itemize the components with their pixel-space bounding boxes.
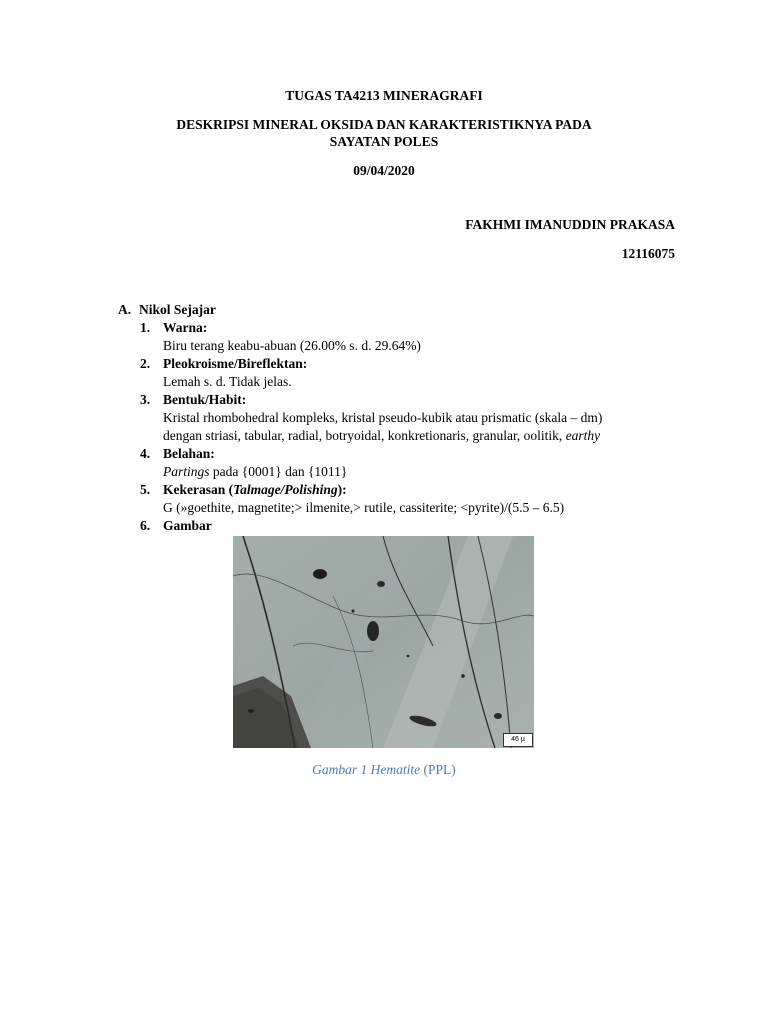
- section-title: Nikol Sejajar: [139, 302, 216, 317]
- bentuk-line2-text: dengan striasi, tabular, radial, botryoidal, konkretionaris, granular, oolitik,: [163, 428, 566, 443]
- figure-caption: [0, 762, 768, 778]
- document-title-line2: SAYATAN POLES: [329, 134, 439, 149]
- item-label-bentuk: Bentuk/Habit:: [163, 392, 247, 407]
- section-letter: A.: [118, 302, 132, 317]
- kekerasan-label-text: Kekerasan (: [163, 482, 234, 497]
- item-label-warna: Warna:: [163, 320, 208, 335]
- dark-pit: [407, 655, 410, 658]
- course-title: TUGAS TA4213 MINERAGRAFI: [285, 88, 483, 103]
- caption-italic: Gambar 1 Hematite: [312, 762, 421, 777]
- item-number: 5.: [140, 482, 151, 497]
- item-number: 6.: [140, 518, 151, 533]
- student-id: 12116075: [621, 246, 675, 261]
- item-number: 2.: [140, 356, 151, 371]
- belahan-italic: Partings: [163, 464, 210, 479]
- item-number: 3.: [140, 392, 151, 407]
- dark-pit: [494, 713, 502, 719]
- item-value-pleokroisme: Lemah s. d. Tidak jelas.: [163, 374, 292, 389]
- item-label-belahan: Belahan:: [163, 446, 215, 461]
- item-number: 1.: [140, 320, 151, 335]
- dark-pit: [352, 610, 355, 613]
- dark-pit: [248, 709, 254, 713]
- item-label-kekerasan: [163, 482, 347, 498]
- hematite-micrograph: [233, 536, 534, 748]
- belahan-text: pada {0001} dan {1011}: [209, 464, 348, 479]
- item-value-belahan: [163, 464, 347, 480]
- item-label-pleokroisme: Pleokroisme/Bireflektan:: [163, 356, 308, 371]
- item-value-bentuk-line2: [163, 428, 600, 444]
- dark-pit: [313, 569, 327, 579]
- document-date: 09/04/2020: [353, 163, 415, 178]
- item-value-bentuk-line1: Kristal rhombohedral kompleks, kristal pseudo-kubik atau prismatic (skala – dm): [163, 410, 603, 425]
- author-name: FAKHMI IMANUDDIN PRAKASA: [465, 217, 675, 232]
- item-value-kekerasan: G (»goethite, magnetite;> ilmenite,> rutile, cassiterite; <pyrite)/(5.5 – 6.5): [163, 500, 565, 515]
- kekerasan-label-end: ):: [337, 482, 347, 497]
- item-value-warna: Biru terang keabu-abuan (26.00% s. d. 29.64%): [163, 338, 421, 353]
- caption-plain: (PPL): [420, 762, 456, 777]
- dark-pit: [461, 674, 465, 678]
- dark-pit: [377, 581, 385, 587]
- item-label-gambar: Gambar: [163, 518, 212, 533]
- item-number: 4.: [140, 446, 151, 461]
- kekerasan-label-italic: Talmage/Polishing: [233, 482, 338, 497]
- dark-pit: [367, 621, 379, 641]
- scale-bar: 46 µ: [503, 733, 533, 747]
- bentuk-line2-italic: earthy: [565, 428, 601, 443]
- document-title-line1: DESKRIPSI MINERAL OKSIDA DAN KARAKTERISTIKNYA PADA: [176, 117, 592, 132]
